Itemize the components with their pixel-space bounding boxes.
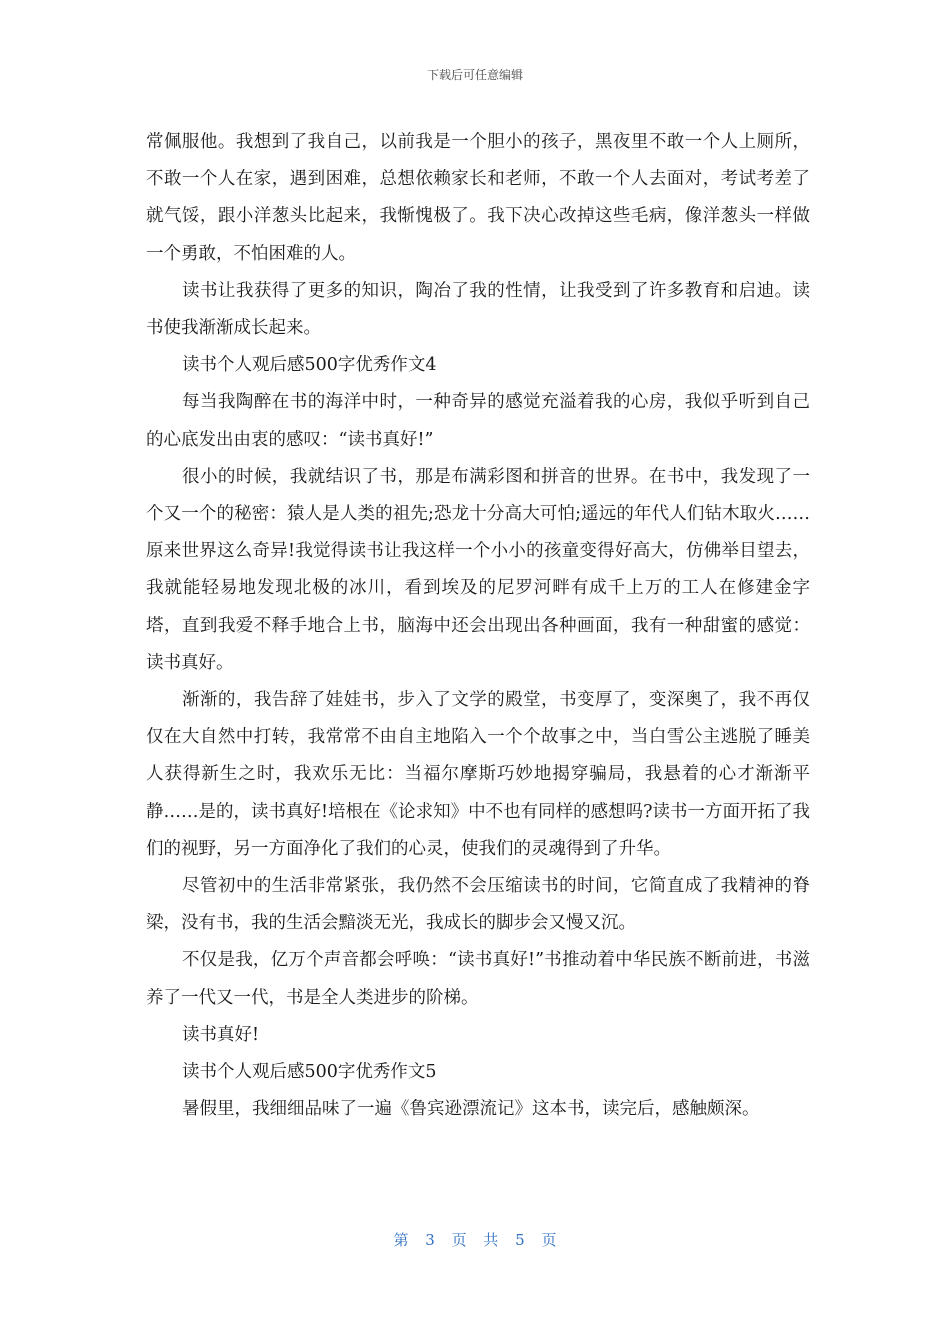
- paragraph-7: 不仅是我，亿万个声音都会呼唤：“读书真好!”书推动着中华民族不断前进，书滋养了一代又一代，书是全人类进步的阶梯。: [146, 950, 810, 1008]
- paragraph-8: 读书真好!: [182, 1024, 260, 1045]
- page-footer: 第 3 页 共 5 页: [393, 1231, 557, 1249]
- paragraph-6: 尽管初中的生活非常紧张，我仍然不会压缩读书的时间，它简直成了我精神的脊梁，没有书，我的生活会黯淡无光，我成长的脚步会又慢又沉。: [146, 876, 810, 934]
- paragraph-4: 很小的时候，我就结识了书，那是布满彩图和拼音的世界。在书中，我发现了一个又一个的秘密：猿人是人类的祖先;恐龙十分高大可怕;遥远的年代人们钻木取火……原来世界这么奇异!我觉得读书让我这样一个小小的孩童变得好高大，仿佛举目望去，我就能轻易地发现北极的冰川，看到埃及的尼罗河畔有成千上万的工人在修建金字塔，直到我爱不释手地合上书，脑海中还会出现出各种画面，我有一种甜蜜的感觉：读书真好。: [146, 466, 810, 673]
- paragraph-9: 暑假里，我细细品味了一遍《鲁宾逊漂流记》这本书，读完后，感触颇深。: [182, 1099, 760, 1120]
- document-body: [146, 124, 810, 1128]
- paragraph-3: 每当我陶醉在书的海洋中时，一种奇异的感觉充溢着我的心房，我似乎听到自己的心底发出由衷的感叹：“读书真好!”: [146, 392, 810, 450]
- section-heading-4: 读书个人观后感500字优秀作文4: [182, 355, 437, 376]
- paragraph-2: 读书让我获得了更多的知识，陶冶了我的性情，让我受到了许多教育和启迪。读书使我渐渐成长起来。: [146, 280, 810, 339]
- paragraph-5: 渐渐的，我告辞了娃娃书，步入了文学的殿堂，书变厚了，变深奥了，我不再仅仅在大自然中打转，我常常不由自主地陷入一个个故事之中，当白雪公主逃脱了睡美人获得新生之时，我欢乐无比：当福尔摩斯巧妙地揭穿骗局，我悬着的心才渐渐平静……是的，读书真好!培根在《论求知》中不也有同样的感想吗?读书一方面开拓了我们的视野，另一方面净化了我们的心灵，使我们的灵魂得到了升华。: [146, 690, 810, 859]
- page-header: 下载后可任意编辑: [426, 68, 523, 82]
- section-heading-5: 读书个人观后感500字优秀作文5: [182, 1062, 437, 1083]
- paragraph-1: 常佩服他。我想到了我自己，以前我是一个胆小的孩子，黑夜里不敢一个人上厕所，不敢一个人在家，遇到困难，总想依赖家长和老师，不敢一个人去面对，考试考差了就气馁，跟小洋葱头比起来，我惭愧极了。我下决心改掉这些毛病，像洋葱头一样做一个勇敢，不怕困难的人。: [146, 132, 810, 264]
